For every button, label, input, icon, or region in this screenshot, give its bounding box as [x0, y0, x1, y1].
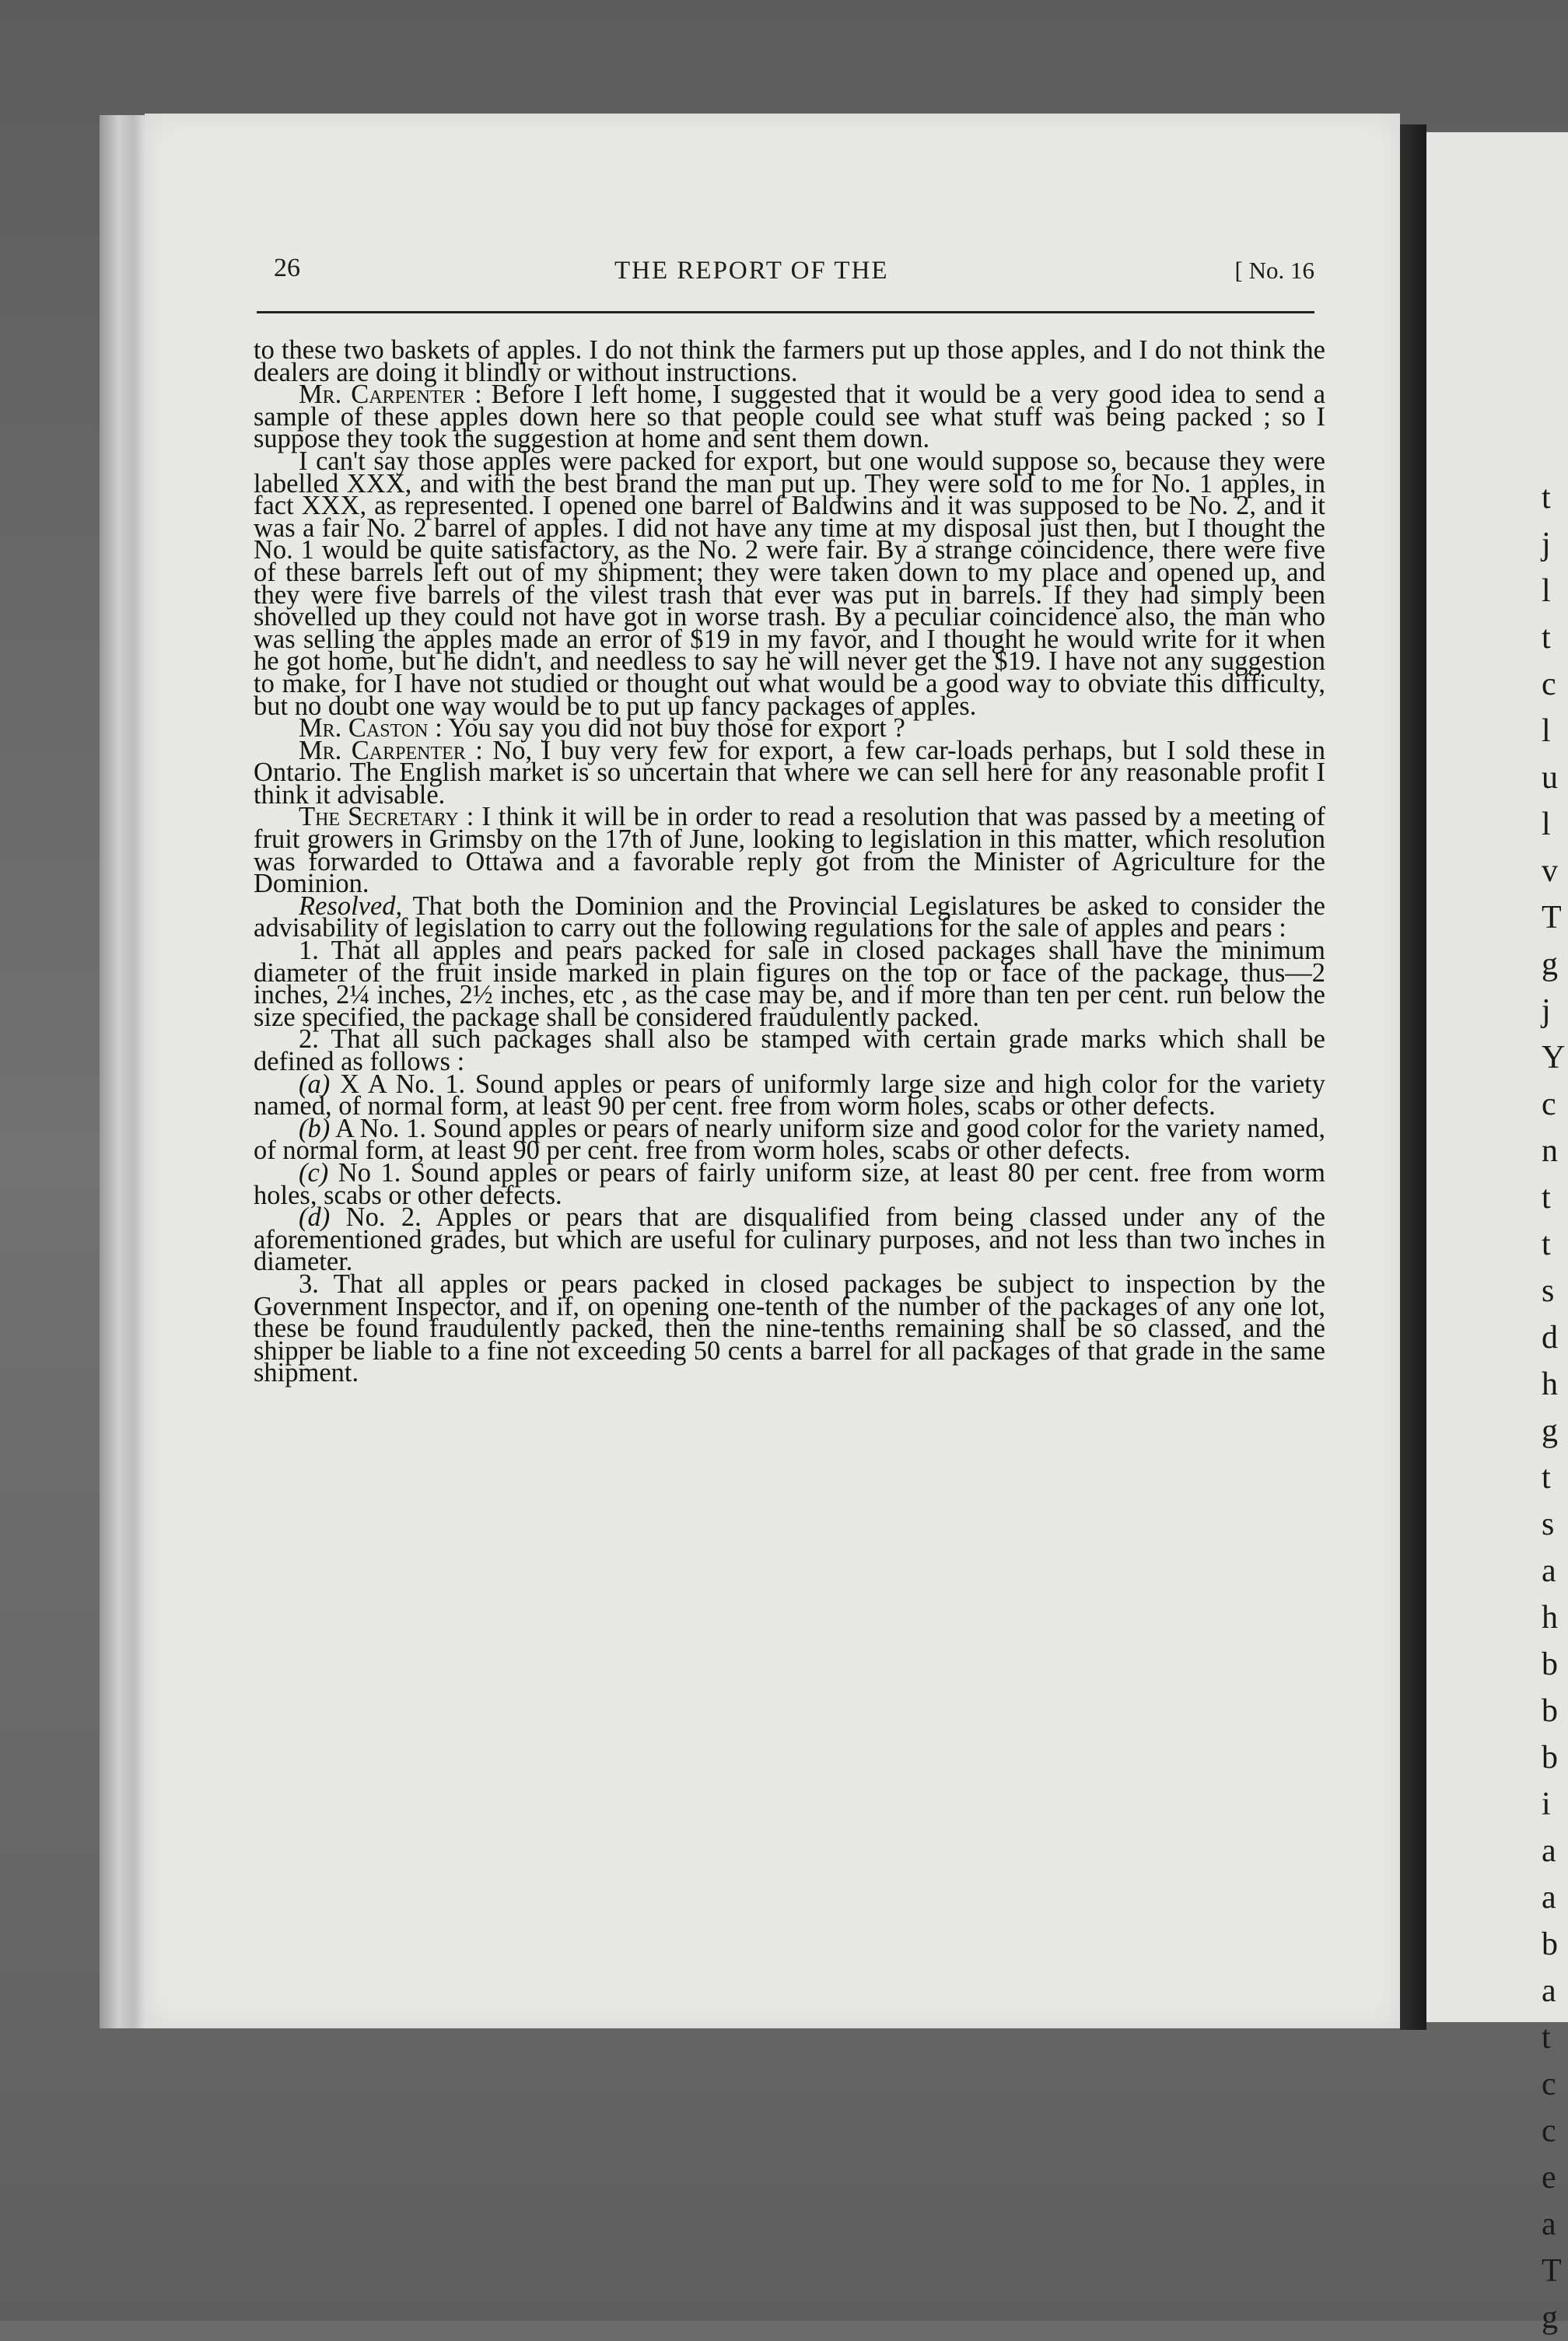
next-page-letter: t — [1542, 480, 1551, 516]
paragraph-text: I think it will be in order to read a resolution that was passed by a meeting of fruit growers in Grimsby on the 17th of June, looking to legislation in this matter, which resolution was forwarded to Ottawa and a favorable reply got from the Minister of Agriculture for the Dominion. — [254, 802, 1325, 899]
paragraph: I can't say those apples were packed for export, but one would suppose so, because they were labelled XXX, and with the best brand the man put up. They were sold to me for No. 1 apples, in fact XXX, as represented. I opened one barrel of Baldwins and it was supposed to be No. 2, and it was a fair No. 2 barrel of apples. I did not have any time at my disposal just then, but I thought the No. 1 would be quite satisfactory, as the No. 2 were fair. By a strange coincidence, there were five of these barrels left out of my shipment; they were taken down to my place and opened up, and they were five barrels of the vilest trash that ever was put in barrels. If they had simply been shovelled up they could not have got in worse trash. By a peculiar coincidence also, the man who was selling the apples made an error of $19 in my favor, and I thought he would write for it when he got home, but he didn't, and needless to say he will never get the $19. I have not any suggestion to make, for I have not studied or thought out what would be a good way to obviate this difficulty, but no doubt one way would be to put up fancy packages of apples. — [254, 446, 1325, 721]
next-page-letter: b — [1542, 1740, 1558, 1776]
next-page-letter: v — [1542, 853, 1558, 889]
next-page-text-fragment — [1542, 474, 1568, 2336]
page-number: 26 — [274, 254, 300, 282]
next-page-letter: T — [1542, 900, 1562, 936]
next-page-letter: t — [1542, 1226, 1551, 1262]
next-page-letter: l — [1542, 573, 1551, 609]
next-page-letter: b — [1542, 1646, 1558, 1682]
next-page-letter: j — [1542, 527, 1551, 562]
paragraph-text: No, I buy very few for export, a few car-loads perhaps, but I sold these in Ontario. The English market is so uncertain that where we can sell here for any reasonable profit I think it advisable. — [254, 735, 1325, 810]
next-page-letter: l — [1542, 713, 1551, 749]
paragraph-text: A No. 1. Sound apples or pears of nearly uniform size and good color for the variety named, of normal form, at least 90 per cent. free from worm holes, scabs or other defects. — [254, 1113, 1325, 1166]
next-page-letter: g — [1542, 1413, 1558, 1449]
paragraph-text: That both the Dominion and the Provincial Legislatures be asked to consider the advisability of legislation to carry out the following regulations for the sale of apples and pears : — [254, 891, 1325, 943]
grade-item — [254, 1202, 1325, 1277]
paragraph-text: X A No. 1. Sound apples or pears of uniformly large size and high color for the variety named, of normal form, at least 90 per cent. free from worm holes, scabs or other defects. — [254, 1069, 1325, 1122]
next-page-letter: u — [1542, 760, 1558, 796]
speaker-name: Mr. Caston : — [299, 713, 443, 744]
body-text — [254, 335, 1326, 1388]
next-page-letter: c — [1542, 2066, 1556, 2102]
paragraph: to these two baskets of apples. I do not think the farmers put up those apples, and I do not think the dealers are doing it blindly or without instructions. — [254, 335, 1325, 387]
regulation-item: 3. That all apples or pears packed in closed packages be subject to inspection by the Government Inspector, and if, on opening one-tenth of the number of the packages of any one lot, these be found fraudulently packed, then the nine-tenths remaining shall be so classed, and the shipper be liable to a fine not exceeding 50 cents a barrel for all packages of that grade in the same shipment. — [254, 1268, 1325, 1388]
paragraph-text: You say you did not buy those for export ? — [442, 713, 905, 744]
speaker-name: Mr. Carpenter : — [299, 380, 482, 410]
grade-item — [254, 1157, 1325, 1210]
next-page-letter: c — [1542, 667, 1556, 702]
regulation-item: 1. That all apples and pears packed for sale in closed packages shall have the minimum diameter of the fruit inside marked in plain figures on the top or face of the package, thus—2 inches, 2¼ inches, 2½ inches, etc , as the case may be, and if more than ten per cent. run below the size specified, the package shall be considered fraudulently packed. — [254, 936, 1325, 1032]
next-page-letter: Y — [1542, 1040, 1566, 1076]
next-page-letter: h — [1542, 1366, 1558, 1402]
next-page-letter: b — [1542, 1926, 1558, 1962]
grade-item — [254, 1113, 1325, 1166]
paragraph — [254, 735, 1325, 810]
next-page-letter: l — [1542, 807, 1551, 842]
running-title: THE REPORT OF THE — [614, 257, 889, 285]
grade-label: (a) — [299, 1069, 331, 1099]
next-page-letter: b — [1542, 1693, 1558, 1729]
next-page-letter: d — [1542, 1320, 1558, 1356]
next-page-letter: t — [1542, 1180, 1551, 1216]
next-page-letter: g — [1542, 947, 1558, 982]
speaker-name: Mr. Carpenter : — [299, 735, 483, 765]
running-head — [257, 254, 1314, 300]
next-page-letter: h — [1542, 1600, 1558, 1636]
paragraph-text: No 1. Sound apples or pears of fairly uniform size, at least 80 per cent. free from worm holes, scabs or other defects. — [254, 1157, 1325, 1210]
next-page-letter: e — [1542, 2160, 1556, 2196]
paragraph — [254, 891, 1325, 943]
paragraph — [254, 802, 1325, 899]
page-left-edge — [100, 115, 148, 2028]
next-page-letter: s — [1542, 1506, 1555, 1542]
grade-item — [254, 1069, 1325, 1122]
grade-label: (d) — [299, 1202, 331, 1233]
resolved-lead: Resolved, — [299, 891, 403, 921]
next-page — [1426, 132, 1568, 2336]
next-page-letter: s — [1542, 1273, 1555, 1309]
next-page-letter: a — [1542, 2206, 1556, 2242]
grade-label: (c) — [299, 1157, 329, 1188]
header-rule — [257, 311, 1314, 313]
paragraph-text: No. 2. Apples or pears that are disqualified from being classed under any of the aforementioned grades, but which are useful for culinary purposes, and not less than two inches in diameter. — [254, 1202, 1325, 1277]
grade-label: (b) — [299, 1113, 331, 1143]
next-page-letter: a — [1542, 1553, 1556, 1589]
next-page-letter: a — [1542, 1833, 1556, 1869]
next-page-letter: T — [1542, 2253, 1562, 2289]
next-page-letter: a — [1542, 1880, 1556, 1916]
next-page-letter: t — [1542, 1460, 1551, 1496]
report-number: [ No. 16 — [1234, 257, 1314, 284]
next-page-letter: i — [1542, 1786, 1551, 1822]
paragraph — [254, 380, 1326, 454]
regulation-item: 2. That all such packages shall also be stamped with certain grade marks which shall be defined as follows : — [254, 1024, 1325, 1076]
paragraph-text: Before I left home, I suggested that it would be a very good idea to send a sample of these apples down here so that people could see what stuff was being packed ; so I suppose they took the suggestion at home and sent them down. — [254, 380, 1326, 454]
next-page-letter: t — [1542, 620, 1551, 656]
next-page-letter: c — [1542, 1087, 1556, 1122]
next-page-letter: a — [1542, 1973, 1556, 2009]
next-page-letter: t — [1542, 2020, 1551, 2056]
next-page-letter: j — [1542, 993, 1551, 1029]
next-page-letter: n — [1542, 1133, 1558, 1169]
next-page-letter: g — [1542, 2300, 1558, 2336]
speaker-name: The Secretary : — [299, 802, 474, 832]
next-page-letter: c — [1542, 2113, 1556, 2149]
page-gutter — [1400, 124, 1426, 2030]
